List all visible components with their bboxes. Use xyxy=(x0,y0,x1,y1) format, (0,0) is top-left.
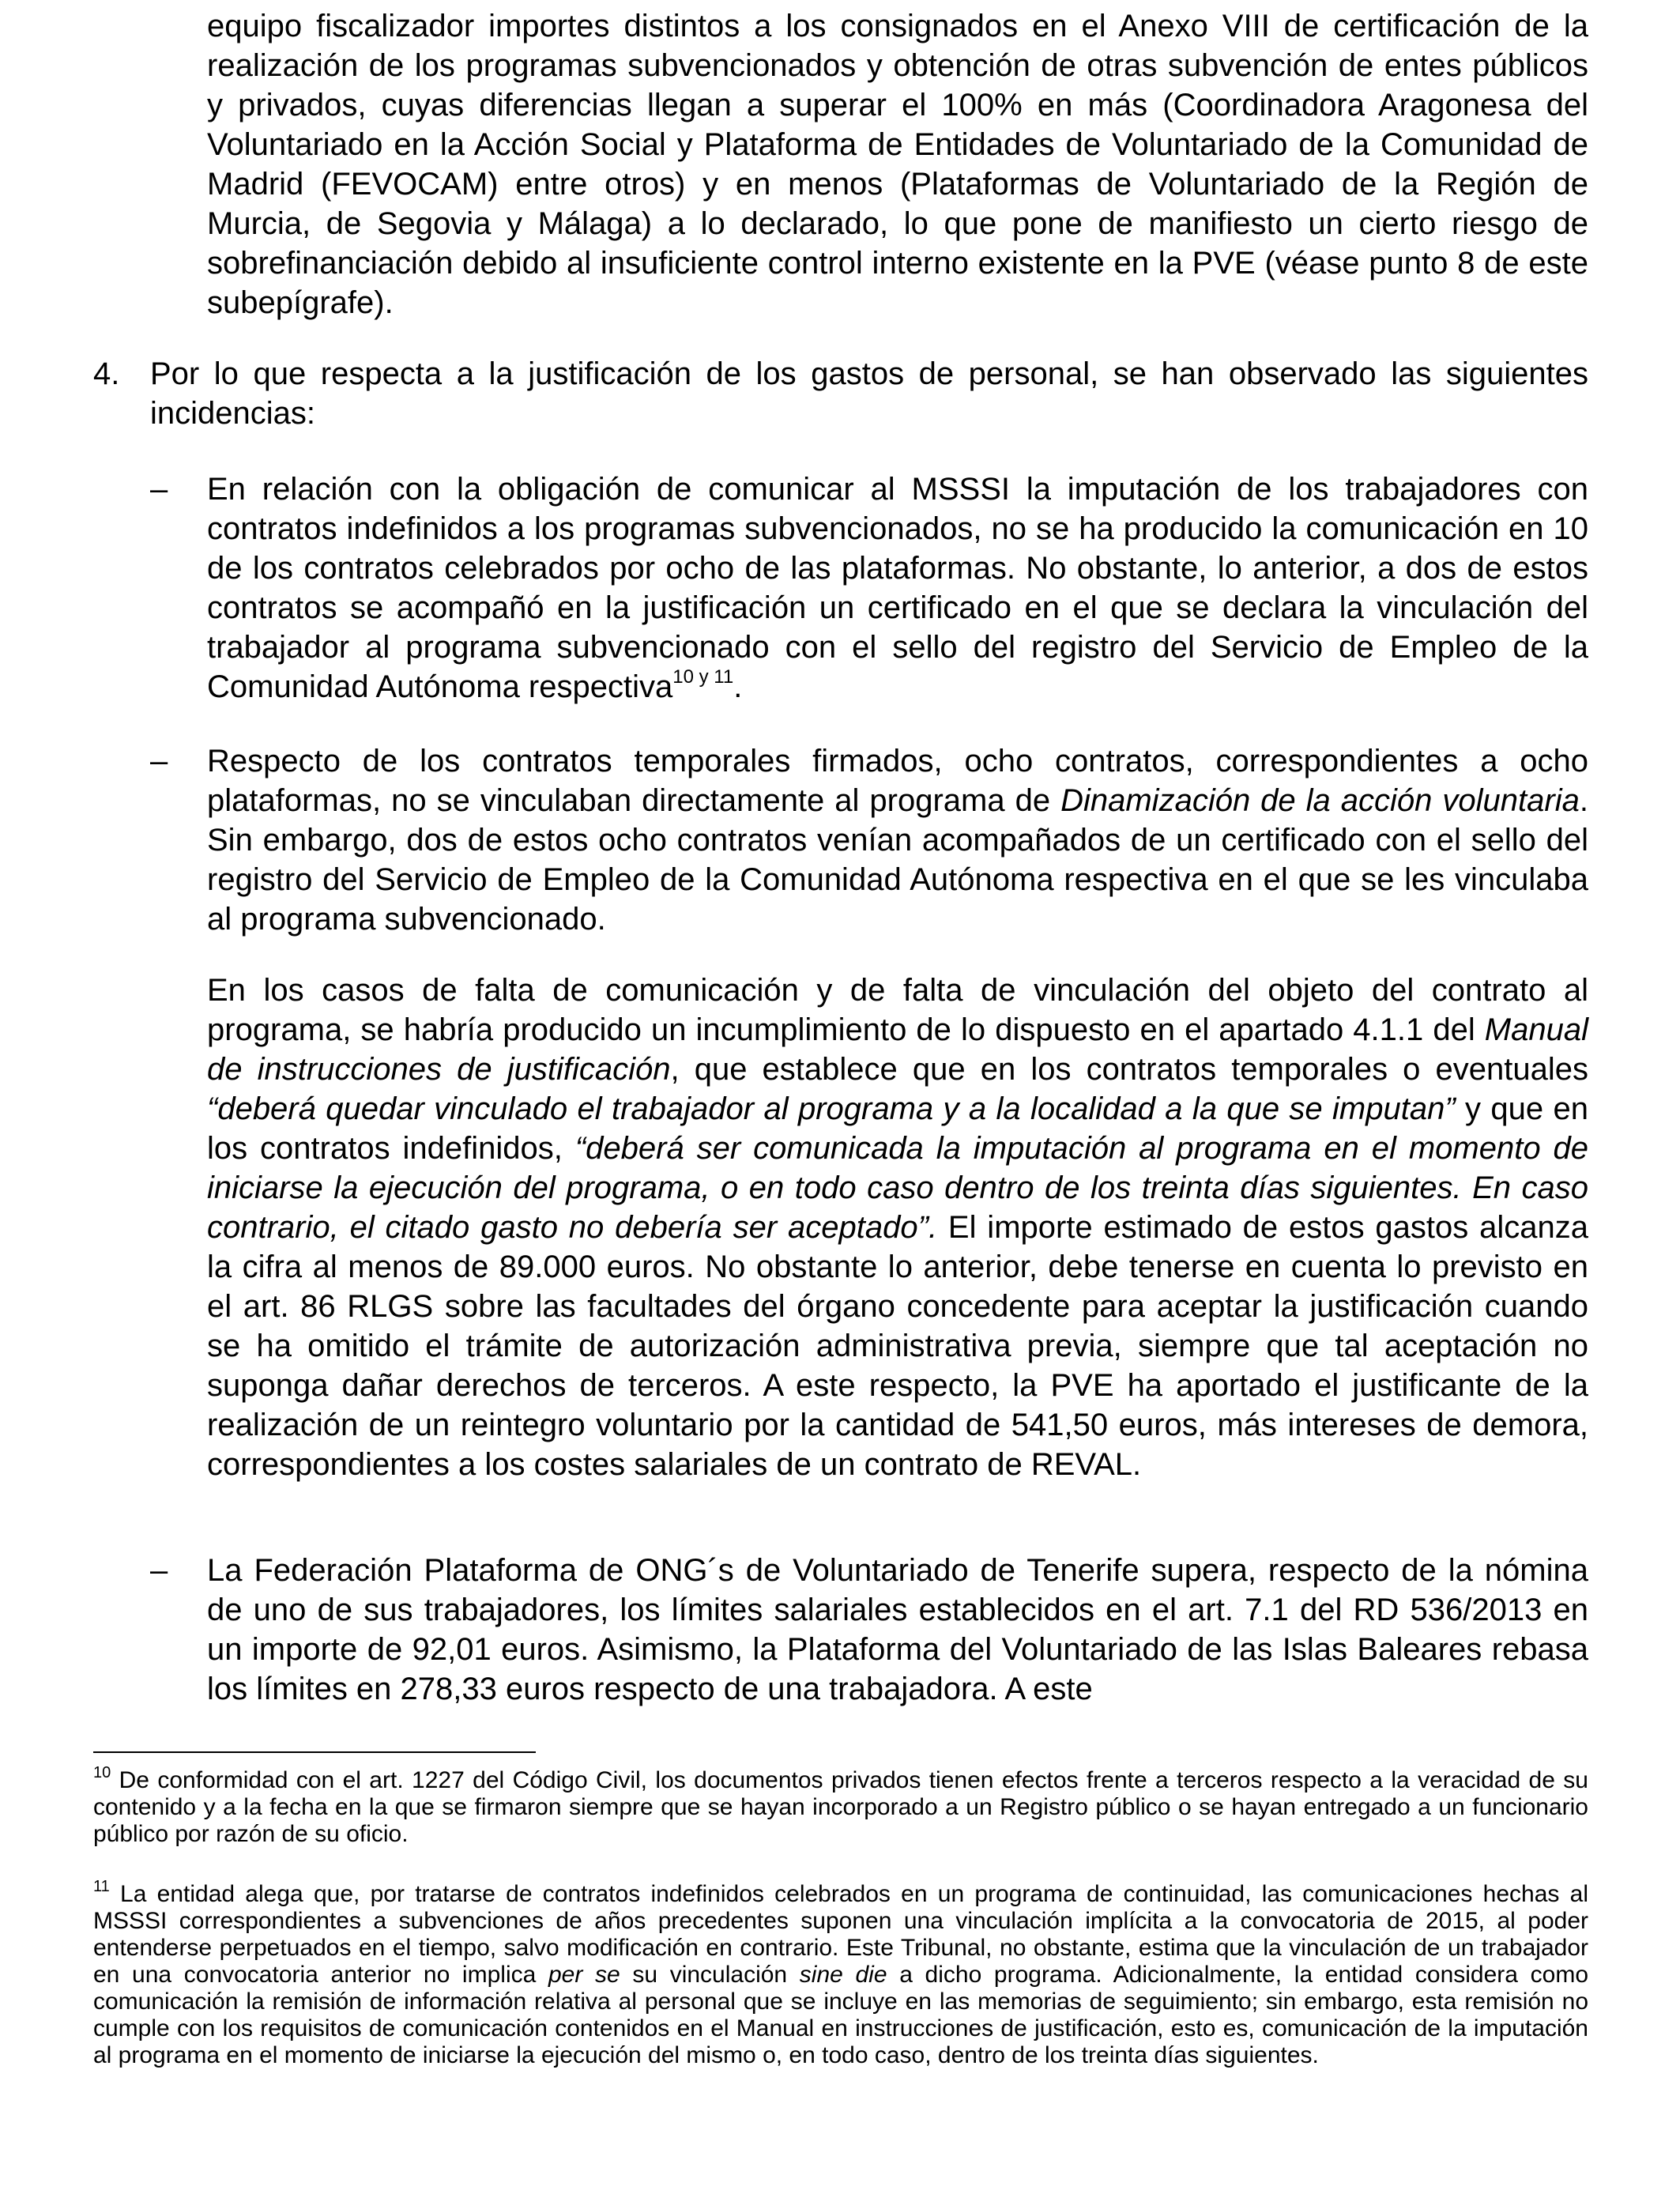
bullet-dash-2: – xyxy=(150,744,168,778)
followup-manual-title: Manual de instrucciones de justificación xyxy=(207,1012,1588,1087)
continuation-paragraph: equipo fiscalizador importes distintos a los consignados en el Anexo VIII de certificación de la realización de los programas subvencionados y obtención de otras subvención de entes públicos y privados, cuyas diferencias llegan a superar el 100% en más (Coordinadora Aragonesa del Voluntariado en la Acción Social y Plataforma de Entidades de Voluntariado de la Comunidad de Madrid (FEVOCAM) entre otros) y en menos (Plataformas de Voluntariado de la Región de Murcia, de Segovia y Málaga) a lo declarado, lo que pone de manifiesto un cierto riesgo de sobrefinanciación debido al insuficiente control interno existente en la PVE (véase punto 8 de este subepígrafe). xyxy=(207,9,1588,320)
footnote-11-text-c: su vinculación xyxy=(620,1962,800,1988)
bullet-2-text-a: Respecto de los contratos temporales firmados, ocho contratos, correspondientes a ocho plataformas, no se vinculaban directamente al programa de xyxy=(207,744,1588,818)
item-4-text: Por lo que respecta a la justificación de los gastos de personal, se han observado las siguientes incidencias: xyxy=(150,356,1588,431)
footnote-ref-10-11[interactable]: 10 y 11 xyxy=(672,665,734,688)
bullet-1-paragraph xyxy=(207,469,1588,707)
bullet-2-italic-program: Dinamización de la acción voluntaria xyxy=(1060,783,1580,818)
bullet-3-paragraph: La Federación Plataforma de ONG´s de Voluntariado de Tenerife supera, respecto de la nómina de uno de sus trabajadores, los límites salariales establecidos en el art. 7.1 del RD 536/2013 en un importe de 92,01 euros. Asimismo, la Plataforma del Voluntariado de las Islas Baleares rebasa los límites en 278,33 euros respecto de una trabajadora. A este xyxy=(207,1553,1588,1706)
footnote-11-italic-per-se: per se xyxy=(548,1962,620,1988)
footnote-10-text: De conformidad con el art. 1227 del Código Civil, los documentos privados tienen efectos frente a terceros respecto a la veracidad de su contenido y a la fecha en la que se firmaron siempre que se hayan incorporado a un Registro público o se hayan entregado a un funcionario público por razón de su oficio. xyxy=(93,1767,1588,1847)
bullet-dash-3: – xyxy=(150,1553,168,1588)
footnote-10 xyxy=(93,1764,1588,1848)
footnote-separator xyxy=(93,1751,536,1753)
followup-text-c: , que establece que en los contratos temporales o eventuales xyxy=(670,1052,1588,1087)
bullet-1-end: . xyxy=(733,669,743,704)
item-number-4: 4. xyxy=(93,356,120,391)
footnote-11-text-a: La entidad alega que, por tratarse de contratos indefinidos celebrados en un programa de continuidad, las comunicaciones hechas al MSSSI correspondientes a subvenciones de años precedentes suponen una vinculación implícita a la convocatoria de 2015, al poder entenderse perpetuados en el tiempo, salvo modificación en contrario. Este Tribunal, no obstante, estima que la vinculación de un trabajador en una convocatoria anterior no implica xyxy=(93,1881,1588,1988)
footnote-11-italic-sine-die: sine die xyxy=(799,1962,887,1988)
footnote-10-marker: 10 xyxy=(93,1764,111,1781)
bullet-2-paragraph xyxy=(207,741,1588,939)
bullet-2-followup-paragraph xyxy=(207,971,1588,1484)
bullet-1-text: En relación con la obligación de comunicar al MSSSI la imputación de los trabajadores con contratos indefinidos a los programas subvencionados, no se ha producido la comunicación en 10 de los contratos celebrados por ocho de las plataformas. No obstante, lo anterior, a dos de estos contratos se acompañó en la justificación un certificado en el que se declara la vinculación del trabajador al programa subvencionado con el sello del registro del Servicio de Empleo de la Comunidad Autónoma respectiva xyxy=(207,472,1588,704)
followup-text-e: y que en los contratos indefinidos, xyxy=(207,1091,1588,1166)
footnote-11 xyxy=(93,1878,1588,2069)
footnote-11-text-e: a dicho programa. Adicionalmente, la entidad considera como comunicación la remisión de información relativa al personal que se incluye en las memorias de seguimiento; sin embargo, esta remisión no cumple con los requisitos de comunicación contenidos en el Manual en instrucciones de justificación, esto es, comunicación de la imputación al programa en el momento de iniciarse la ejecución del mismo o, en todo caso, dentro de los treinta días siguientes. xyxy=(93,1962,1588,2068)
followup-text-a: En los casos de falta de comunicación y de falta de vinculación del objeto del contrato al programa, se habría producido un incumplimiento de lo dispuesto en el apartado 4.1.1 del xyxy=(207,973,1588,1047)
followup-text-g: El importe estimado de estos gastos alcanza la cifra al menos de 89.000 euros. No obstante lo anterior, debe tenerse en cuenta lo previsto en el art. 86 RLGS sobre las facultades del órgano concedente para aceptar la justificación cuando se ha omitido el trámite de autorización administrativa previa, siempre que tal aceptación no suponga dañar derechos de terceros. A este respecto, la PVE ha aportado el justificante de la realización de un reintegro voluntario por la cantidad de 541,50 euros, más intereses de demora, correspondientes a los costes salariales de un contrato de REVAL. xyxy=(207,1210,1588,1482)
bullet-dash-1: – xyxy=(150,472,168,507)
bullet-2-text-b: . Sin embargo, dos de estos ocho contratos venían acompañados de un certificado con el sello del registro del Servicio de Empleo de la Comunidad Autónoma respectiva en el que se les vinculaba al programa subvencionado. xyxy=(207,783,1588,937)
footnote-11-marker: 11 xyxy=(93,1878,110,1895)
followup-quote-2: “deberá ser comunicada la imputación al programa en el momento de iniciarse la ejecución del programa, o en todo caso dentro de los treinta días siguientes. En caso contrario, el citado gasto no debería ser aceptado”. xyxy=(207,1131,1588,1245)
followup-quote-1: “deberá quedar vinculado el trabajador al programa y a la localidad a la que se imputan” xyxy=(207,1091,1456,1126)
